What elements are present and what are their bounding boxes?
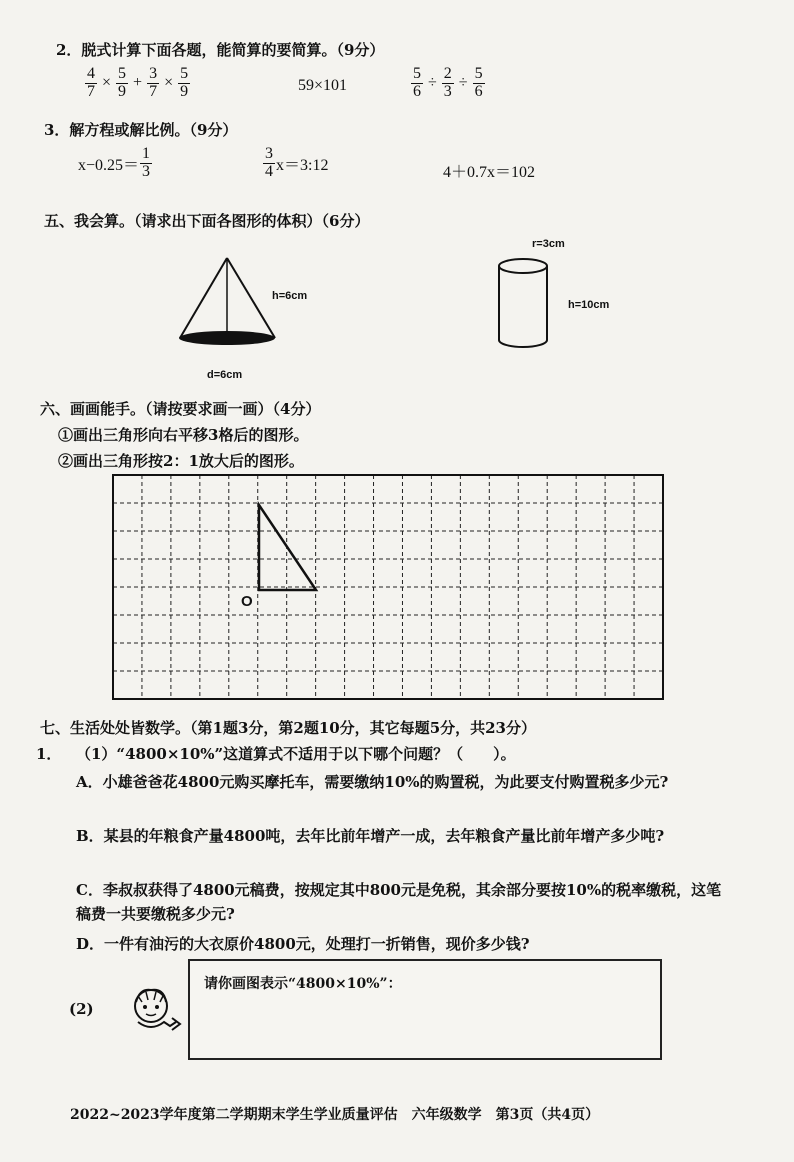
drawing-grid[interactable]: [112, 474, 668, 704]
equation-1: x−0.25＝ $\frac{1}{3}$: [78, 145, 151, 180]
section-2-heading: 2．脱式计算下面各题，能简算的要简算。（9分）: [56, 41, 385, 59]
question-2-label: (2): [69, 1000, 94, 1018]
question-1-number: 1．: [36, 745, 62, 763]
cylinder-figure: [495, 252, 555, 352]
cylinder-height-label: h=10cm: [568, 299, 610, 311]
origin-label: O: [241, 593, 253, 610]
option-d[interactable]: D．一件有油污的大衣原价4800元，处理打一折销售，现价多少钱?: [76, 935, 530, 953]
expression-3: $\frac{5}{6}$ ÷ $\frac{2}{3}$ ÷ $\frac{5}{6}$: [413, 65, 483, 100]
student-cartoon-icon: [126, 982, 184, 1040]
cylinder-radius-label: r=3cm: [532, 238, 565, 250]
option-c[interactable]: C．李叔叔获得了4800元稿费，按规定其中800元是免税，其余部分要按10%的税率缴税，这笔稿费一共要缴税多少元?: [76, 881, 722, 923]
option-a[interactable]: A．小雄爸爸花4800元购买摩托车，需要缴纳10%的购置税，为此要支付购置税多少元?: [76, 773, 669, 791]
section-7-heading: 七、生活处处皆数学。（第1题3分，第2题10分，其它每题5分，共23分）: [40, 719, 536, 737]
triangle-shape: [259, 505, 316, 590]
equation-3: 4＋0.7x＝102: [443, 164, 536, 181]
expression-2: 59×101: [298, 77, 348, 94]
cone-figure: [170, 252, 290, 352]
question-1-text: （1）“4800×10%”这道算式不适用于以下哪个问题？（ ）。: [76, 745, 516, 763]
drawing-answer-box[interactable]: [188, 959, 662, 1060]
option-b[interactable]: B．某县的年粮食产量4800吨，去年比前年增产一成，去年粮食产量比前年增产多少吨?: [76, 827, 665, 845]
cone-height-label: h=6cm: [272, 290, 308, 302]
section-6-heading: 六、画画能手。（请按要求画一画）（4分）: [40, 400, 321, 418]
equation-2: $\frac{3}{4}$ x＝3:12: [265, 145, 329, 180]
page-footer: 2022~2023学年度第二学期期末学生学业质量评估 六年级数学 第3页（共4页）: [70, 1107, 600, 1123]
expression-1: $\frac{4}{7}$ × $\frac{5}{9}$ + $\frac{3}{7}$ × $\frac{5}{9}$: [87, 65, 189, 100]
drawing-task-1: ①画出三角形向右平移3格后的图形。: [58, 426, 309, 444]
answer-box-prompt: 请你画图表示“4800×10%”：: [204, 976, 402, 992]
section-5-heading: 五、我会算。（请求出下面各图形的体积）（6分）: [44, 212, 370, 230]
section-3-heading: 3．解方程或解比例。（9分）: [44, 121, 238, 139]
drawing-task-2: ②画出三角形按2：1放大后的图形。: [58, 452, 304, 470]
cone-diameter-label: d=6cm: [207, 369, 243, 381]
